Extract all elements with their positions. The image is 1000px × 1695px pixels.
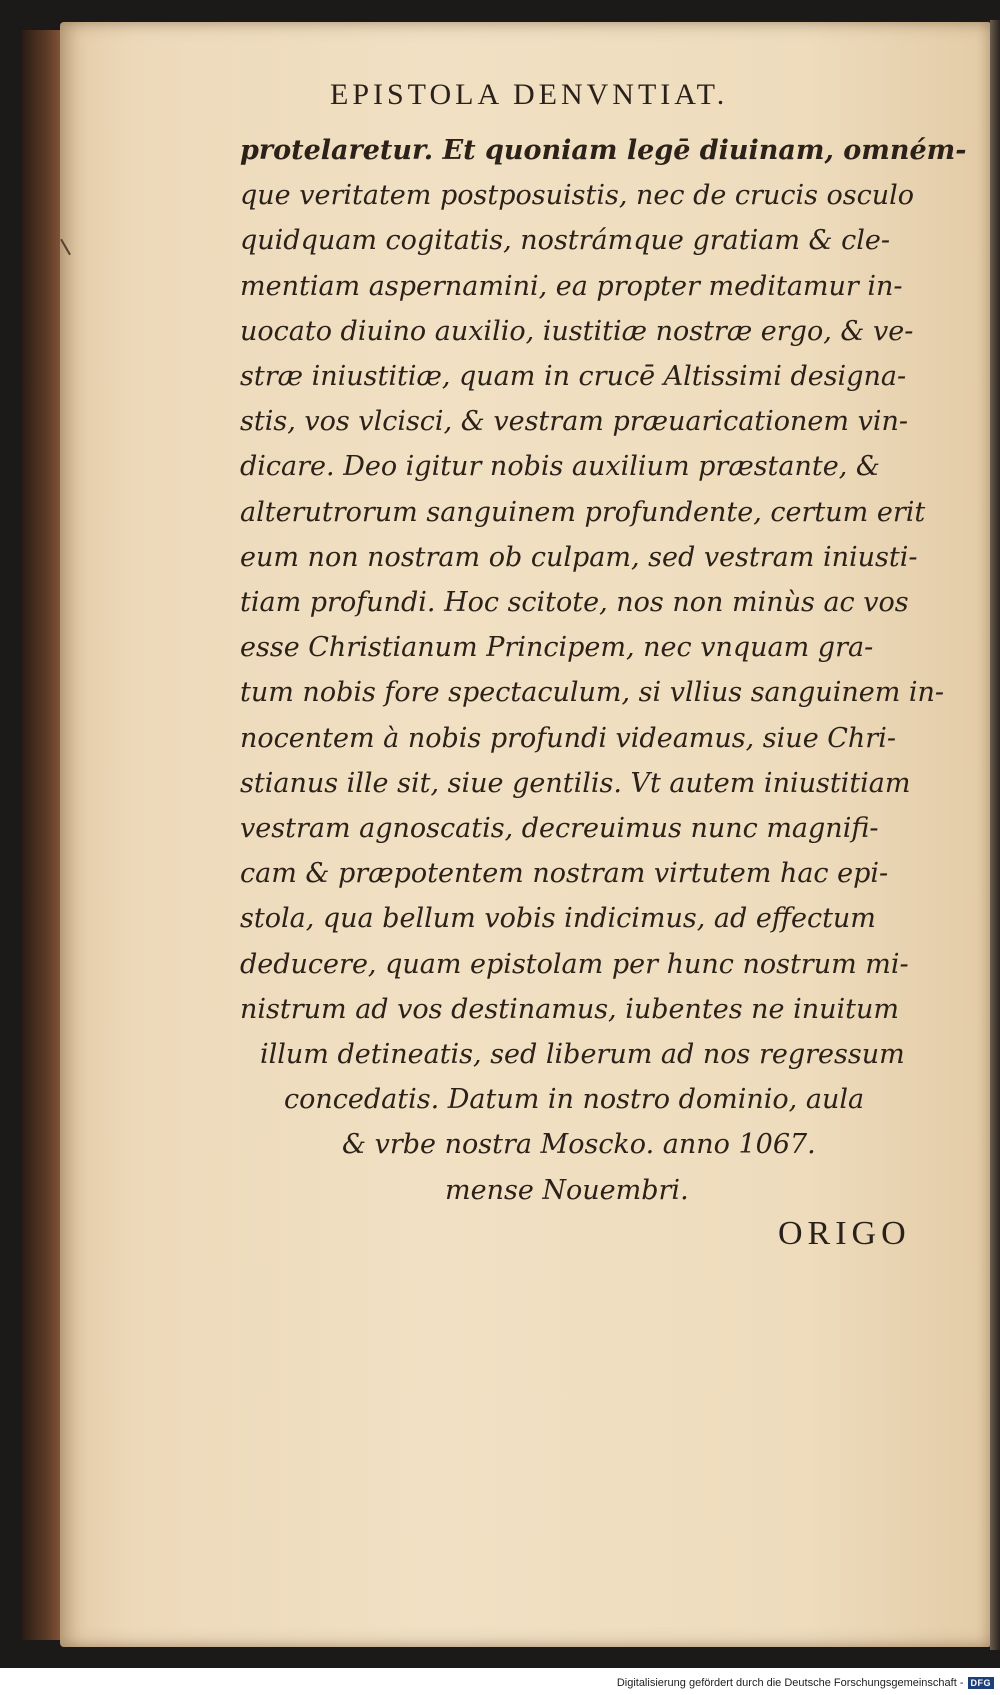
text-line: & vrbe nostra Moscko. anno 1067. <box>342 1129 816 1161</box>
text-line: vestram agnoscatis, decreuimus nunc magnifi- <box>240 813 879 845</box>
text-line: eum non nostram ob culpam, sed vestram iniusti- <box>240 541 918 573</box>
text-line: nocentem à nobis profundi videamus, siue Chri- <box>240 722 896 754</box>
page-right-edge <box>990 20 1000 1650</box>
footer-credit <box>617 1677 994 1689</box>
text-line: nistrum ad vos destinamus, iubentes ne inuitum <box>240 993 900 1025</box>
text-line: protelaretur. Et quoniam legē diuinam, omném- <box>240 135 967 166</box>
text-line: uocato diuino auxilio, iustitiæ nostræ ergo, & ve- <box>240 315 914 347</box>
text-line: que veritatem postposuistis, nec de crucis osculo <box>240 180 915 212</box>
text-line: tiam profundi. Hoc scitote, nos non minùs ac vos <box>240 587 909 619</box>
text-line: quidquam cogitatis, nostrámque gratiam & cle- <box>240 225 891 257</box>
text-line: mentiam aspernamini, ea propter meditamur in- <box>240 270 903 302</box>
text-line: tum nobis fore spectaculum, si vllius sanguinem in- <box>240 677 945 709</box>
footer-text: Digitalisierung gefördert durch die Deutsche Forschungsgemeinschaft - <box>616 1677 964 1689</box>
text-line: stræ iniustitiæ, quam in crucē Altissimi designa- <box>240 361 907 393</box>
text-line: mense Nouembri. <box>445 1174 689 1206</box>
text-line: stianus ille sit, siue gentilis. Vt autem iniustitiam <box>240 767 911 799</box>
text-line: cam & præpotentem nostram virtutem hac epi- <box>240 858 889 890</box>
text-line: deducere, quam epistolam per hunc nostrum mi- <box>240 948 909 980</box>
body-text <box>240 128 967 1213</box>
text-line: concedatis. Datum in nostro dominio, aula <box>284 1084 865 1116</box>
text-line: esse Christianum Principem, nec vnquam gra- <box>240 632 874 664</box>
catchword: ORIGO <box>778 1215 911 1252</box>
text-line: dicare. Deo igitur nobis auxilium præstante, & <box>240 451 880 483</box>
text-line: stola, qua bellum vobis indicimus, ad effectum <box>240 903 876 935</box>
text-line: illum detineatis, sed liberum ad nos regressum <box>260 1039 905 1071</box>
dfg-logo: DFG <box>968 1677 995 1689</box>
text-line: stis, vos vlcisci, & vestram præuaricationem vin- <box>240 406 908 438</box>
running-head: EPISTOLA DENVNTIAT. <box>330 78 729 111</box>
text-line: alterutrorum sanguinem profundente, certum erit <box>240 496 926 528</box>
